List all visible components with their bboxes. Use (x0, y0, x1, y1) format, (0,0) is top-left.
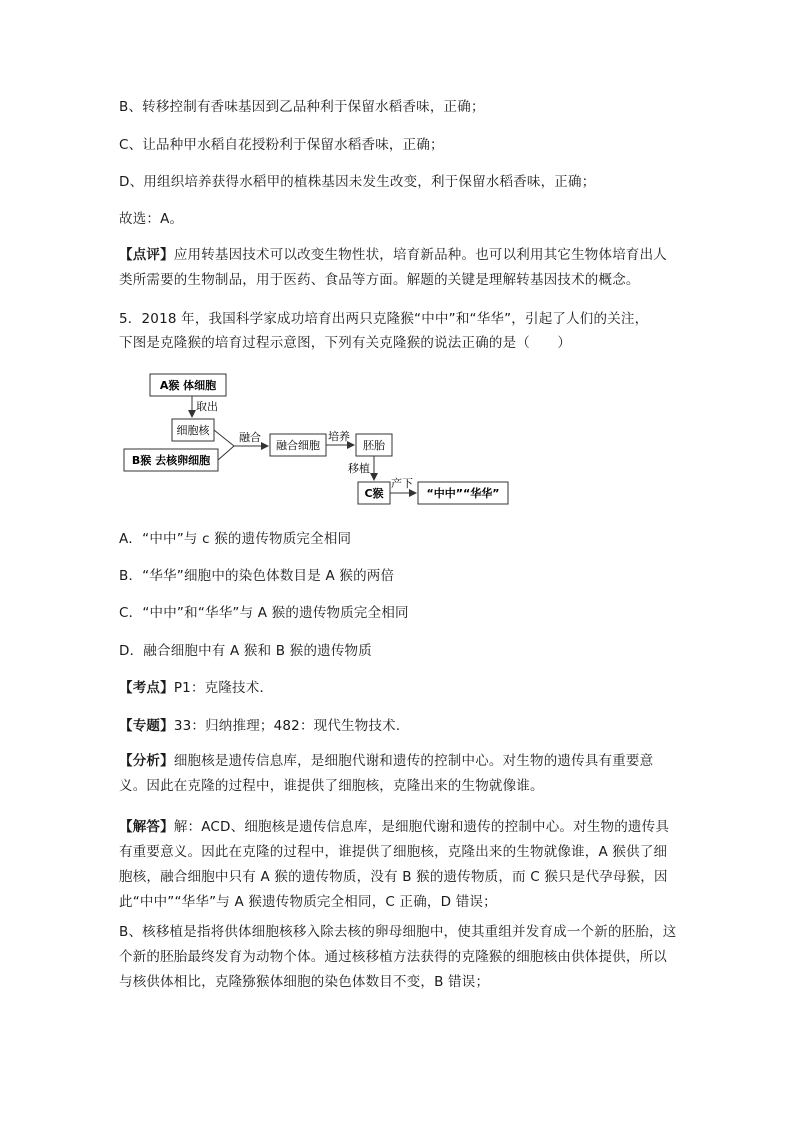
label-quchu: 取出 (196, 400, 218, 413)
paragraph-b-explanation: B、核移植是指将供体细胞核移入除去核的卵母细胞中，使其重组并发育成一个新的胚胎，这个新的胚胎最终发育为动物个体。通过核移植方法获得的克隆猴的细胞核由供体提供，所以与核供体相比，克隆猕猴体细胞的染色体数目不变，B 错误； (119, 924, 677, 990)
paragraph-answer: 故选：A。 (119, 211, 184, 227)
question-5-line-2: 下图是克隆猴的培育过程示意图，下列有关克隆猴的说法正确的是（ ） (119, 335, 572, 351)
paragraph-comment (119, 243, 679, 293)
box-fused-text: 融合细胞 (276, 439, 320, 452)
paragraph-zhuanti (119, 716, 410, 736)
box-c-text: C猴 (364, 487, 384, 500)
box-embryo-text: 胚胎 (363, 439, 385, 452)
option-d: D．融合细胞中有 A 猴和 B 猴的遗传物质 (119, 643, 372, 659)
jieda-label: 【解答】 (119, 819, 174, 835)
paragraph-option-c-analysis: C、让品种甲水稻自花授粉利于保留水稻香味，正确； (119, 137, 444, 153)
paragraph-fenxi (119, 749, 679, 799)
box-result-text: “中中”“华华” (426, 487, 500, 500)
jieda-text: 解：ACD、细胞核是遗传信息库，是细胞代谢和遗传的控制中心。对生物的遗传具有重要意义。因此在克隆的过程中，谁提供了细胞核，克隆出来的生物就像谁，A 猴供了细胞核，融合细胞中只有 A 猴的遗传物质，没有 B 猴的遗传物质，而 C 猴只是代孕母猴，因此“中中”“华华”与 A 猴遗传物质完全相同，C 正确，D 错误； (119, 819, 670, 910)
cloning-process-diagram (110, 366, 530, 516)
label-peiyang: 培养 (328, 430, 350, 443)
fenxi-label: 【分析】 (119, 753, 174, 769)
box-a-text: A猴 体细胞 (159, 379, 217, 392)
fenxi-text: 细胞核是遗传信息库，是细胞代谢和遗传的控制中心。对生物的遗传具有重要意义。因此在克隆的过程中，谁提供了细胞核，克隆出来的生物就像谁。 (119, 753, 654, 794)
label-yizhi: 移植 (348, 462, 370, 475)
comment-text: 应用转基因技术可以改变生物性状，培育新品种。也可以利用其它生物体培育出人类所需要的生物制品，用于医药、食品等方面。解题的关键是理解转基因技术的概念。 (119, 247, 668, 288)
zhuanti-label: 【专题】 (119, 718, 174, 734)
kaodian-text: P1：克隆技术． (173, 680, 274, 696)
arrow-b-merge (218, 446, 234, 460)
paragraph-kaodian (119, 678, 273, 698)
option-a: A．“中中”与 c 猴的遗传物质完全相同 (119, 531, 352, 547)
comment-label: 【点评】 (119, 247, 174, 263)
box-b-text: B猴 去核卵细胞 (131, 454, 211, 467)
option-b: B．“华华”细胞中的染色体数目是 A 猴的两倍 (119, 568, 395, 584)
question-5-line-1: 5．2018 年，我国科学家成功培育出两只克隆猴“中中”和“华华”，引起了人们的关注， (119, 311, 649, 327)
arrow-nucleus-merge (214, 430, 234, 446)
box-nucleus-text: 细胞核 (176, 424, 210, 437)
paragraph-option-b-analysis: B、转移控制有香味基因到乙品种利于保留水稻香味，正确； (119, 99, 485, 115)
label-chanxia: 产下 (391, 477, 413, 490)
kaodian-label: 【考点】 (119, 680, 174, 696)
paragraph-jieda (119, 815, 679, 915)
paragraph-option-d-analysis: D、用组织培养获得水稻甲的植株基因未发生改变，利于保留水稻香味，正确； (119, 174, 596, 190)
option-c: C．“中中”和“华华”与 A 猴的遗传物质完全相同 (119, 605, 409, 621)
zhuanti-text: 33：归纳推理；482：现代生物技术． (173, 718, 410, 734)
label-ronghe: 融合 (239, 431, 261, 444)
